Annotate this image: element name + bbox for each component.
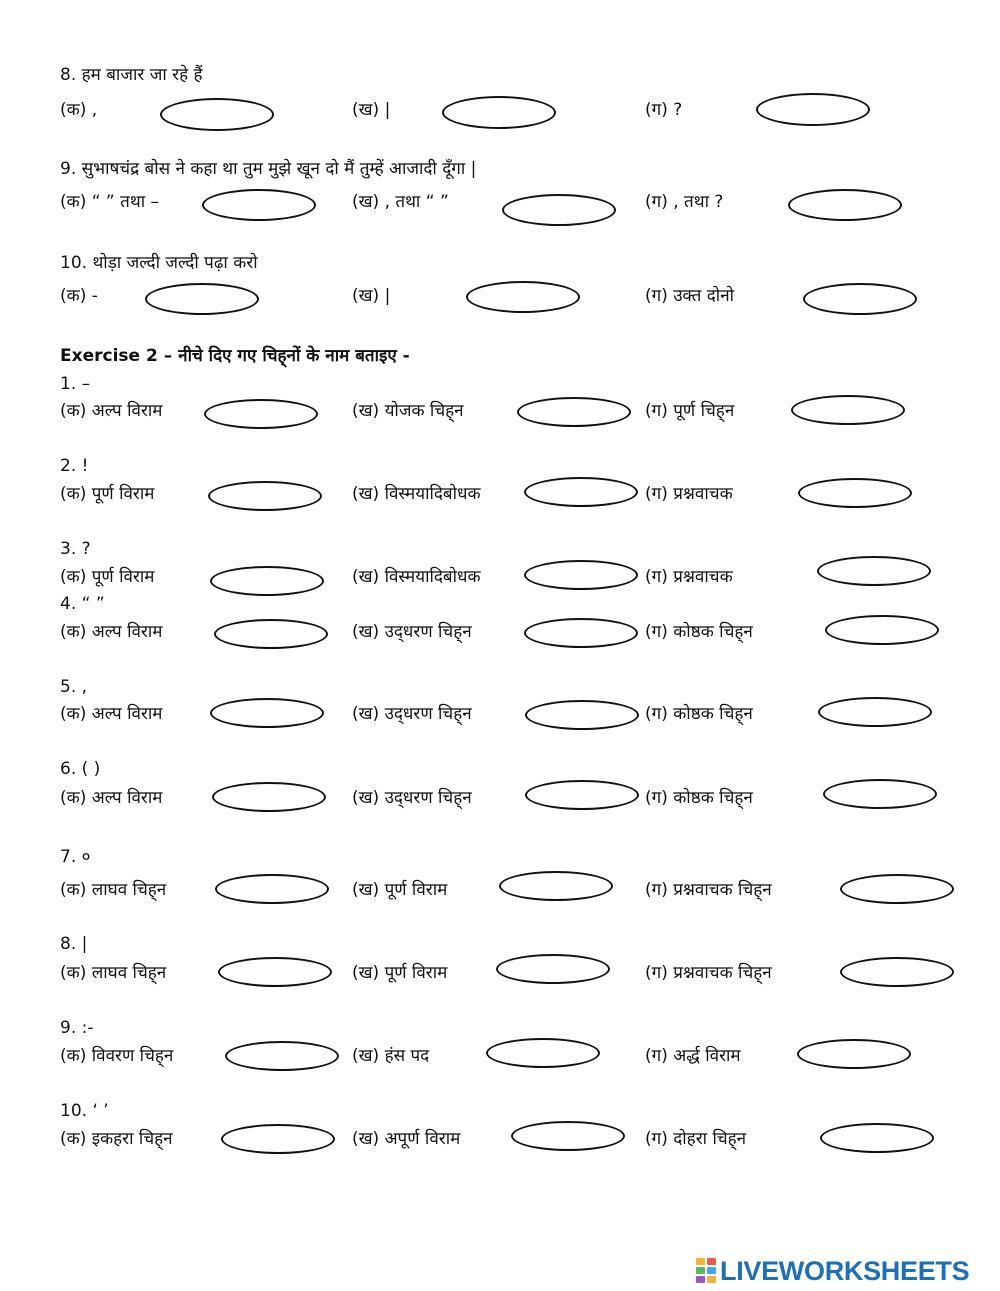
question-text: 9. सुभाषचंद्र बोस ने कहा था तुम मुझे खून दो मैं तुम्हें आजादी दूँगा |	[60, 159, 477, 179]
option-label: (ग) पूर्ण चिह्‌न	[645, 401, 735, 421]
answer-oval[interactable]	[798, 478, 912, 508]
answer-oval[interactable]	[840, 874, 954, 904]
option-label: (क) ,	[60, 100, 98, 120]
option-label: (ग) प्रश्नवाचक	[645, 567, 733, 587]
question-text: 10. थोड़ा जल्दी जल्दी पढ़ा करो	[60, 253, 258, 273]
answer-oval[interactable]	[791, 395, 905, 425]
answer-oval[interactable]	[466, 281, 580, 313]
option-label: (ग) कोष्ठक चिह्‌न	[645, 622, 753, 642]
answer-oval[interactable]	[525, 780, 639, 810]
option-label: (ग) ?	[645, 100, 683, 120]
option-label: (ख) पूर्ण विराम	[352, 880, 448, 900]
answer-oval[interactable]	[208, 481, 322, 511]
answer-oval[interactable]	[788, 189, 902, 221]
option-label: (ख) हंस पद	[352, 1046, 430, 1066]
option-label: (क) -	[60, 286, 98, 306]
answer-oval[interactable]	[218, 957, 332, 987]
option-label: (क) “ ” तथा –	[60, 192, 160, 212]
question-text: 1. –	[60, 374, 91, 394]
answer-oval[interactable]	[499, 871, 613, 901]
answer-oval[interactable]	[820, 1123, 934, 1153]
answer-oval[interactable]	[502, 194, 616, 226]
question-text: 10. ‘ ’	[60, 1101, 109, 1121]
option-label: (ख) पूर्ण विराम	[352, 963, 448, 983]
question-text: 2. !	[60, 456, 89, 476]
option-label: (ग) प्रश्नवाचक	[645, 484, 733, 504]
option-label: (ग) कोष्ठक चिह्‌न	[645, 788, 753, 808]
question-text: 9. :-	[60, 1018, 94, 1038]
question-text: 8. हम बाजार जा रहे हैं	[60, 65, 203, 85]
answer-oval[interactable]	[803, 283, 917, 315]
option-label: (क) इकहरा चिह्‌न	[60, 1129, 173, 1149]
answer-oval[interactable]	[525, 700, 639, 730]
option-label: (ख) विस्मयादिबोधक	[352, 484, 481, 504]
option-label: (ख) योजक चिह्‌न	[352, 401, 464, 421]
question-text: 3. ?	[60, 539, 91, 559]
answer-oval[interactable]	[225, 1041, 339, 1071]
answer-oval[interactable]	[524, 477, 638, 507]
option-label: (क) लाघव चिह्‌न	[60, 880, 167, 900]
option-label: (क) विवरण चिह्‌न	[60, 1046, 174, 1066]
answer-oval[interactable]	[212, 782, 326, 812]
answer-oval[interactable]	[442, 96, 556, 129]
option-label: (ग) प्रश्नवाचक चिह्‌न	[645, 880, 772, 900]
answer-oval[interactable]	[215, 874, 329, 904]
option-label: (ख) अपूर्ण विराम	[352, 1129, 461, 1149]
option-label: (ख) उद्‌धरण चिह्‌न	[352, 788, 472, 808]
answer-oval[interactable]	[221, 1124, 335, 1154]
brand-name: LIVEWORKSHEETS	[720, 1256, 970, 1286]
question-text: 8. |	[60, 934, 88, 954]
question-text: 6. ( )	[60, 759, 101, 779]
answer-oval[interactable]	[817, 556, 931, 586]
answer-oval[interactable]	[214, 619, 328, 649]
answer-oval[interactable]	[840, 957, 954, 987]
answer-oval[interactable]	[818, 697, 932, 727]
answer-oval[interactable]	[204, 399, 318, 429]
answer-oval[interactable]	[756, 93, 870, 126]
option-label: (ख) विस्मयादिबोधक	[352, 567, 481, 587]
answer-oval[interactable]	[486, 1038, 600, 1068]
question-text: 7. ०	[60, 847, 91, 867]
answer-oval[interactable]	[202, 189, 316, 221]
answer-oval[interactable]	[797, 1039, 911, 1069]
option-label: (क) अल्प विराम	[60, 622, 163, 642]
option-label: (ख) , तथा “ ”	[352, 192, 449, 212]
option-label: (ख) उद्‌धरण चिह्‌न	[352, 622, 472, 642]
option-label: (ग) , तथा ?	[645, 192, 724, 212]
option-label: (ग) दोहरा चिह्‌न	[645, 1129, 747, 1149]
option-label: (क) अल्प विराम	[60, 401, 163, 421]
option-label: (क) लाघव चिह्‌न	[60, 963, 167, 983]
option-label: (ख) उद्‌धरण चिह्‌न	[352, 704, 472, 724]
question-text: 5. ,	[60, 677, 88, 697]
answer-oval[interactable]	[496, 954, 610, 984]
option-label: (ग) प्रश्नवाचक चिह्‌न	[645, 963, 772, 983]
exercise-heading: Exercise 2 – नीचे दिए गए चिह्‌नों के नाम बताइए -	[60, 346, 410, 366]
option-label: (ग) उक्त दोनो	[645, 286, 735, 306]
answer-oval[interactable]	[210, 566, 324, 596]
option-label: (क) पूर्ण विराम	[60, 484, 155, 504]
answer-oval[interactable]	[511, 1121, 625, 1151]
answer-oval[interactable]	[210, 698, 324, 728]
answer-oval[interactable]	[823, 779, 937, 809]
option-label: (ग) कोष्ठक चिह्‌न	[645, 704, 753, 724]
option-label: (ख) |	[352, 100, 391, 120]
logo-blocks-icon	[696, 1258, 718, 1284]
question-text: 4. “ ”	[60, 594, 105, 614]
answer-oval[interactable]	[145, 283, 259, 315]
option-label: (ग) अर्द्ध विराम	[645, 1046, 741, 1066]
answer-oval[interactable]	[160, 98, 274, 131]
option-label: (क) पूर्ण विराम	[60, 567, 155, 587]
option-label: (क) अल्प विराम	[60, 788, 163, 808]
option-label: (ख) |	[352, 286, 391, 306]
answer-oval[interactable]	[825, 615, 939, 645]
answer-oval[interactable]	[524, 618, 638, 648]
answer-oval[interactable]	[524, 560, 638, 590]
answer-oval[interactable]	[517, 397, 631, 427]
option-label: (क) अल्प विराम	[60, 704, 163, 724]
